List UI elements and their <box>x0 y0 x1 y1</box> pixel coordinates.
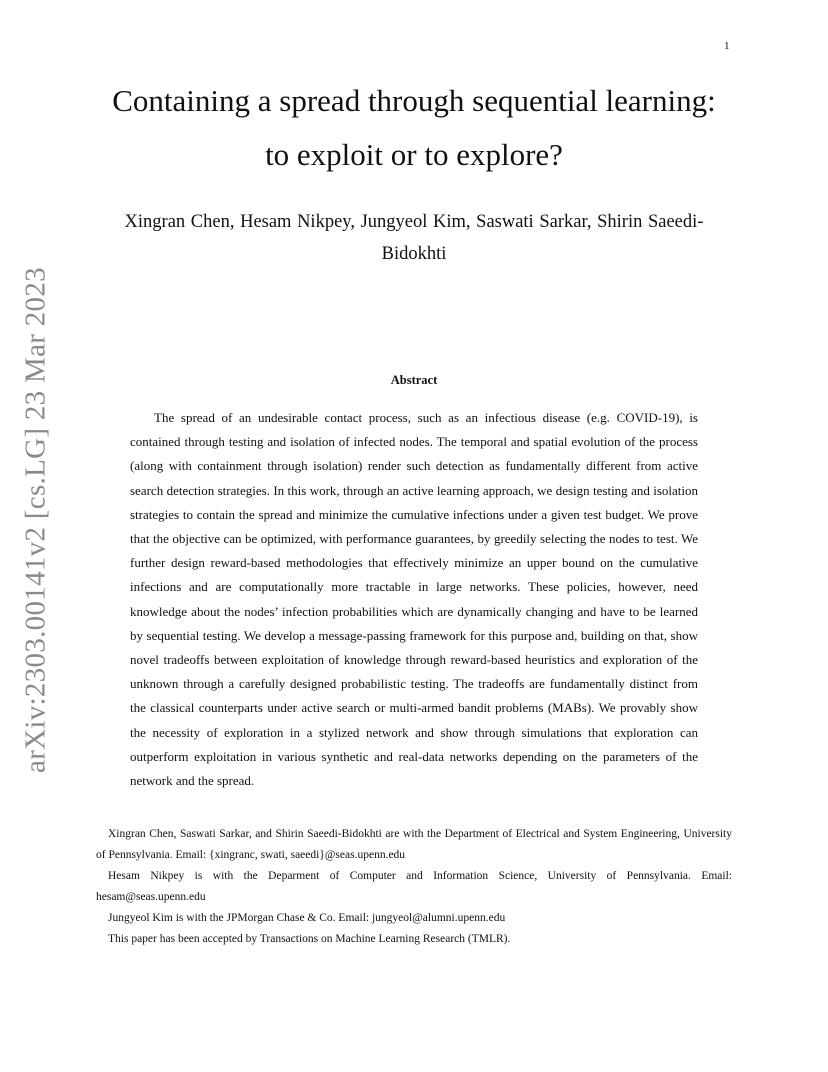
arxiv-identifier-text: arXiv:2303.00141v2 [cs.LG] 23 Mar 2023 <box>19 267 52 773</box>
author-list: Xingran Chen, Hesam Nikpey, Jungyeol Kim, Saswati Sarkar, Shirin Saeedi-Bidokhti <box>124 212 704 264</box>
footnote-acceptance-note: This paper has been accepted by Transactions on Machine Learning Research (TMLR). <box>108 933 511 945</box>
abstract-body: The spread of an undesirable contact process, such as an infectious disease (e.g. COVID-19), is contained through testing and isolation of infected nodes. The temporal and spatial evolution of the process (along with containment through isolation) render such detection as fundamentally different from active search detection strategies. In this work, through an active learning approach, we design testing and isolation strategies to contain the spread and minimize the cumulative infections under a given test budget. We prove that the objective can be optimized, with performance guarantees, by greedily selecting the nodes to test. We further design reward-based methodologies that effectively minimize an upper bound on the cumulative infections and are computationally more tractable in large networks. These policies, however, need knowledge about the nodes’ infection probabilities which are dynamically changing and have to be learned by sequential testing. We develop a message-passing framework for this purpose and, building on that, show novel tradeoffs between exploitation of knowledge through reward-based heuristics and exploration of the unknown through a carefully designed probabilistic testing. The tradeoffs are fundamentally distinct from the classical counterparts under active search or multi-armed bandit problems (MABs). We provably show the necessity of exploration in a stylized network and show through simulations that exploration can outperform exploitation in various synthetic and real-data networks depending on the parameters of the network and the spread. <box>130 410 698 789</box>
page-number: 1 <box>724 40 730 52</box>
footnotes <box>96 824 732 950</box>
paper-title: Containing a spread through sequential learning: to exploit or to explore? <box>112 83 716 172</box>
footnote-affiliation-penn-cis: Hesam Nikpey is with the Deparment of Computer and Information Science, University of Pennsylvania. Email: hesam@seas.upenn.edu <box>96 870 732 903</box>
footnote-affiliation-penn-ese: Xingran Chen, Saswati Sarkar, and Shirin Saeedi-Bidokhti are with the Department of Electrical and System Engineering, University of Pennsylvania. Email: {xingranc, swati, saeedi}@seas.upenn.edu <box>96 828 732 861</box>
abstract-heading: Abstract <box>390 373 438 387</box>
footnote-affiliation-jpmorgan: Jungyeol Kim is with the JPMorgan Chase & Co. Email: jungyeol@alumni.upenn.edu <box>108 912 506 924</box>
